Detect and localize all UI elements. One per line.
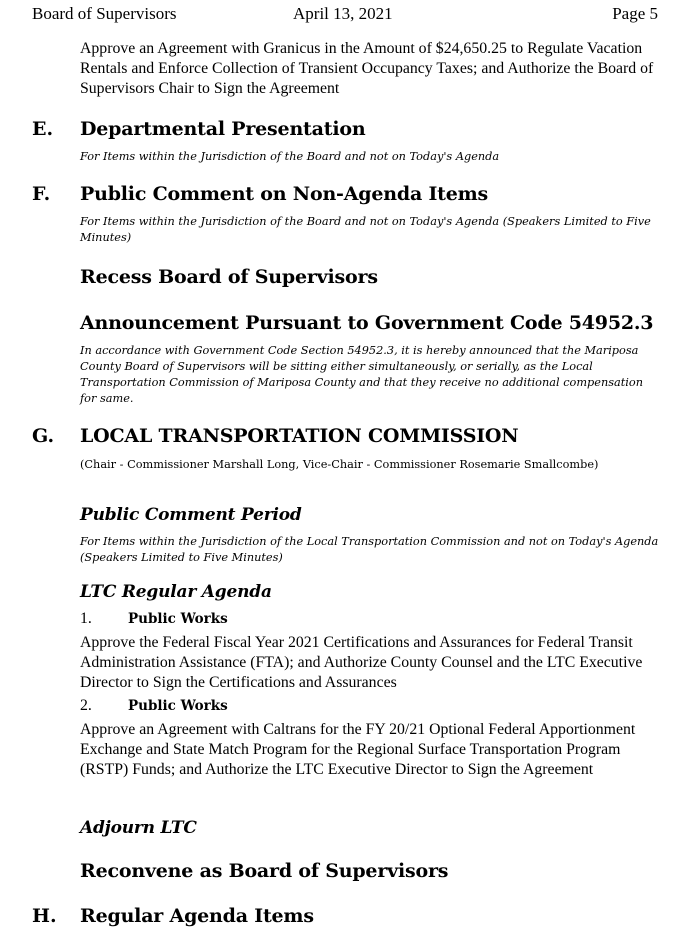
- section-h-letter: H.: [32, 905, 57, 927]
- section-g-letter: G.: [32, 425, 55, 447]
- item-2-department: Public Works: [128, 698, 228, 714]
- item-2-number: 2.: [80, 697, 92, 714]
- item-1-department: Public Works: [128, 611, 228, 627]
- header-board-name: Board of Supervisors: [32, 4, 177, 23]
- announcement-note: In accordance with Government Code Section 54952.3, it is hereby announced that the Mariposa County Board of Supervisors will be sitting either simultaneously, or serially, as the Local Transportation Commission of Mariposa County and that they receive no additional compensation for same.: [80, 344, 643, 405]
- intro-item-text: Approve an Agreement with Granicus in the Amount of $24,650.25 to Regulate Vacation Rentals and Enforce Collection of Transient Occupancy Taxes; and Authorize the Board of Supervisors Chair to Sign the Agreement: [80, 40, 654, 97]
- section-h-title: Regular Agenda Items: [80, 905, 314, 927]
- section-f-note: For Items within the Jurisdiction of the Board and not on Today's Agenda (Speakers Limited to Five Minutes): [80, 215, 651, 244]
- section-e-letter: E.: [32, 118, 54, 140]
- public-comment-title: Public Comment Period: [80, 505, 302, 525]
- section-f-title: Public Comment on Non-Agenda Items: [80, 183, 489, 205]
- section-e-note: For Items within the Jurisdiction of the Board and not on Today's Agenda: [80, 150, 500, 163]
- announcement-title: Announcement Pursuant to Government Code 54952.3: [80, 312, 654, 334]
- section-g-title: LOCAL TRANSPORTATION COMMISSION: [80, 425, 519, 447]
- item-2-text: Approve an Agreement with Caltrans for the FY 20/21 Optional Federal Apportionment Exchange and State Match Program for the Regional Surface Transportation Program (RSTP) Funds; and Authorize the LTC Executive Director to Sign the Agreement: [80, 721, 636, 778]
- section-e-title: Departmental Presentation: [80, 118, 366, 140]
- section-f-letter: F.: [32, 183, 51, 205]
- reconvene-heading: Reconvene as Board of Supervisors: [80, 860, 449, 882]
- ltc-agenda-title: LTC Regular Agenda: [80, 582, 272, 602]
- section-g-chairs: (Chair - Commissioner Marshall Long, Vice-Chair - Commissioner Rosemarie Smallcombe): [80, 458, 599, 471]
- public-comment-note: For Items within the Jurisdiction of the Local Transportation Commission and not on Today's Agenda (Speakers Limited to Five Minutes): [80, 535, 659, 564]
- item-1-text: Approve the Federal Fiscal Year 2021 Certifications and Assurances for Federal Transit Administration Assistance (FTA); and Authorize County Counsel and the LTC Executive Director to Sign the Certifications and Assurances: [80, 634, 643, 691]
- header-page-number: Page 5: [612, 4, 658, 23]
- header-date: April 13, 2021: [293, 4, 393, 23]
- recess-heading: Recess Board of Supervisors: [80, 266, 378, 288]
- adjourn-ltc-heading: Adjourn LTC: [80, 818, 197, 838]
- item-1-number: 1.: [80, 610, 92, 627]
